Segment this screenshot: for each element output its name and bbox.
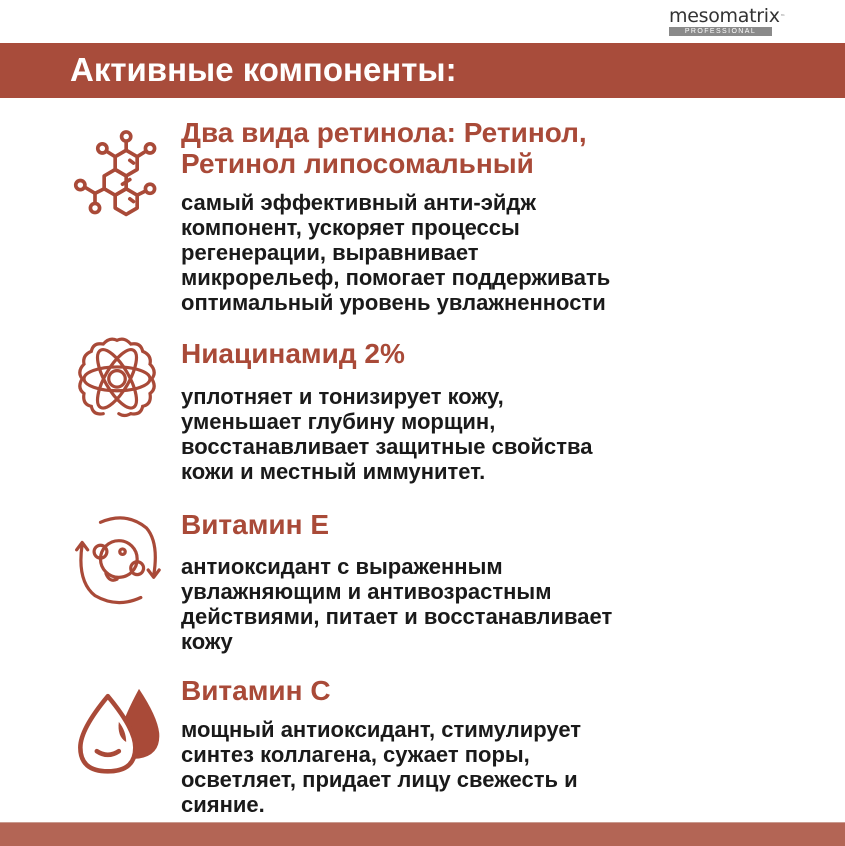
heading-line: Ретинол липосомальный: [181, 148, 534, 179]
description-line: кожу: [181, 629, 233, 654]
description-line: синтез коллагена, сужает поры,: [181, 742, 530, 767]
component-description: [181, 717, 581, 817]
component-description: [181, 554, 612, 654]
description-line: компонент, ускоряет процессы: [181, 215, 520, 240]
cycle-molecule-icon: [62, 504, 172, 614]
heading-line: Два вида ретинола: Ретинол,: [181, 117, 587, 148]
component-heading: Витамин С: [181, 675, 331, 706]
description-line: увлажняющим и антивозрастным: [181, 579, 552, 604]
brand-wordmark: mesomatrix: [669, 5, 780, 27]
component-heading: Ниацинамид 2%: [181, 338, 405, 369]
description-line: антиоксидант с выраженным: [181, 554, 503, 579]
component-description: [181, 190, 610, 315]
drops-icon: [62, 676, 172, 786]
brand-logo: [669, 5, 785, 36]
description-line: регенерации, выравнивает: [181, 240, 479, 265]
description-line: оптимальный уровень увлажненности: [181, 290, 606, 315]
description-line: восстанавливает защитные свойства: [181, 434, 593, 459]
molecule-icon: [62, 120, 172, 230]
page-title: Активные компоненты:: [70, 51, 457, 88]
description-line: действиями, питает и восстанавливает: [181, 604, 613, 629]
title-banner: [0, 43, 845, 98]
description-line: мощный антиоксидант, стимулирует: [181, 717, 582, 742]
trademark-mark: ™: [780, 14, 785, 20]
brand-subtitle: PROFESSIONAL: [669, 27, 772, 36]
component-heading: [181, 117, 587, 179]
description-line: микрорельеф, помогает поддерживать: [181, 265, 611, 290]
atom-flower-icon: [62, 322, 172, 432]
description-line: самый эффективный анти-эйдж: [181, 190, 536, 215]
component-heading: Витамин Е: [181, 509, 330, 540]
description-line: уплотняет и тонизирует кожу,: [181, 384, 504, 409]
description-line: сияние.: [181, 792, 265, 817]
component-description: [181, 384, 593, 484]
description-line: кожи и местный иммунитет.: [181, 459, 486, 484]
description-line: осветляет, придает лицу свежесть и: [181, 767, 578, 792]
footer-bar: [0, 822, 845, 846]
description-line: уменьшает глубину морщин,: [181, 409, 496, 434]
brand-name: [669, 5, 785, 27]
